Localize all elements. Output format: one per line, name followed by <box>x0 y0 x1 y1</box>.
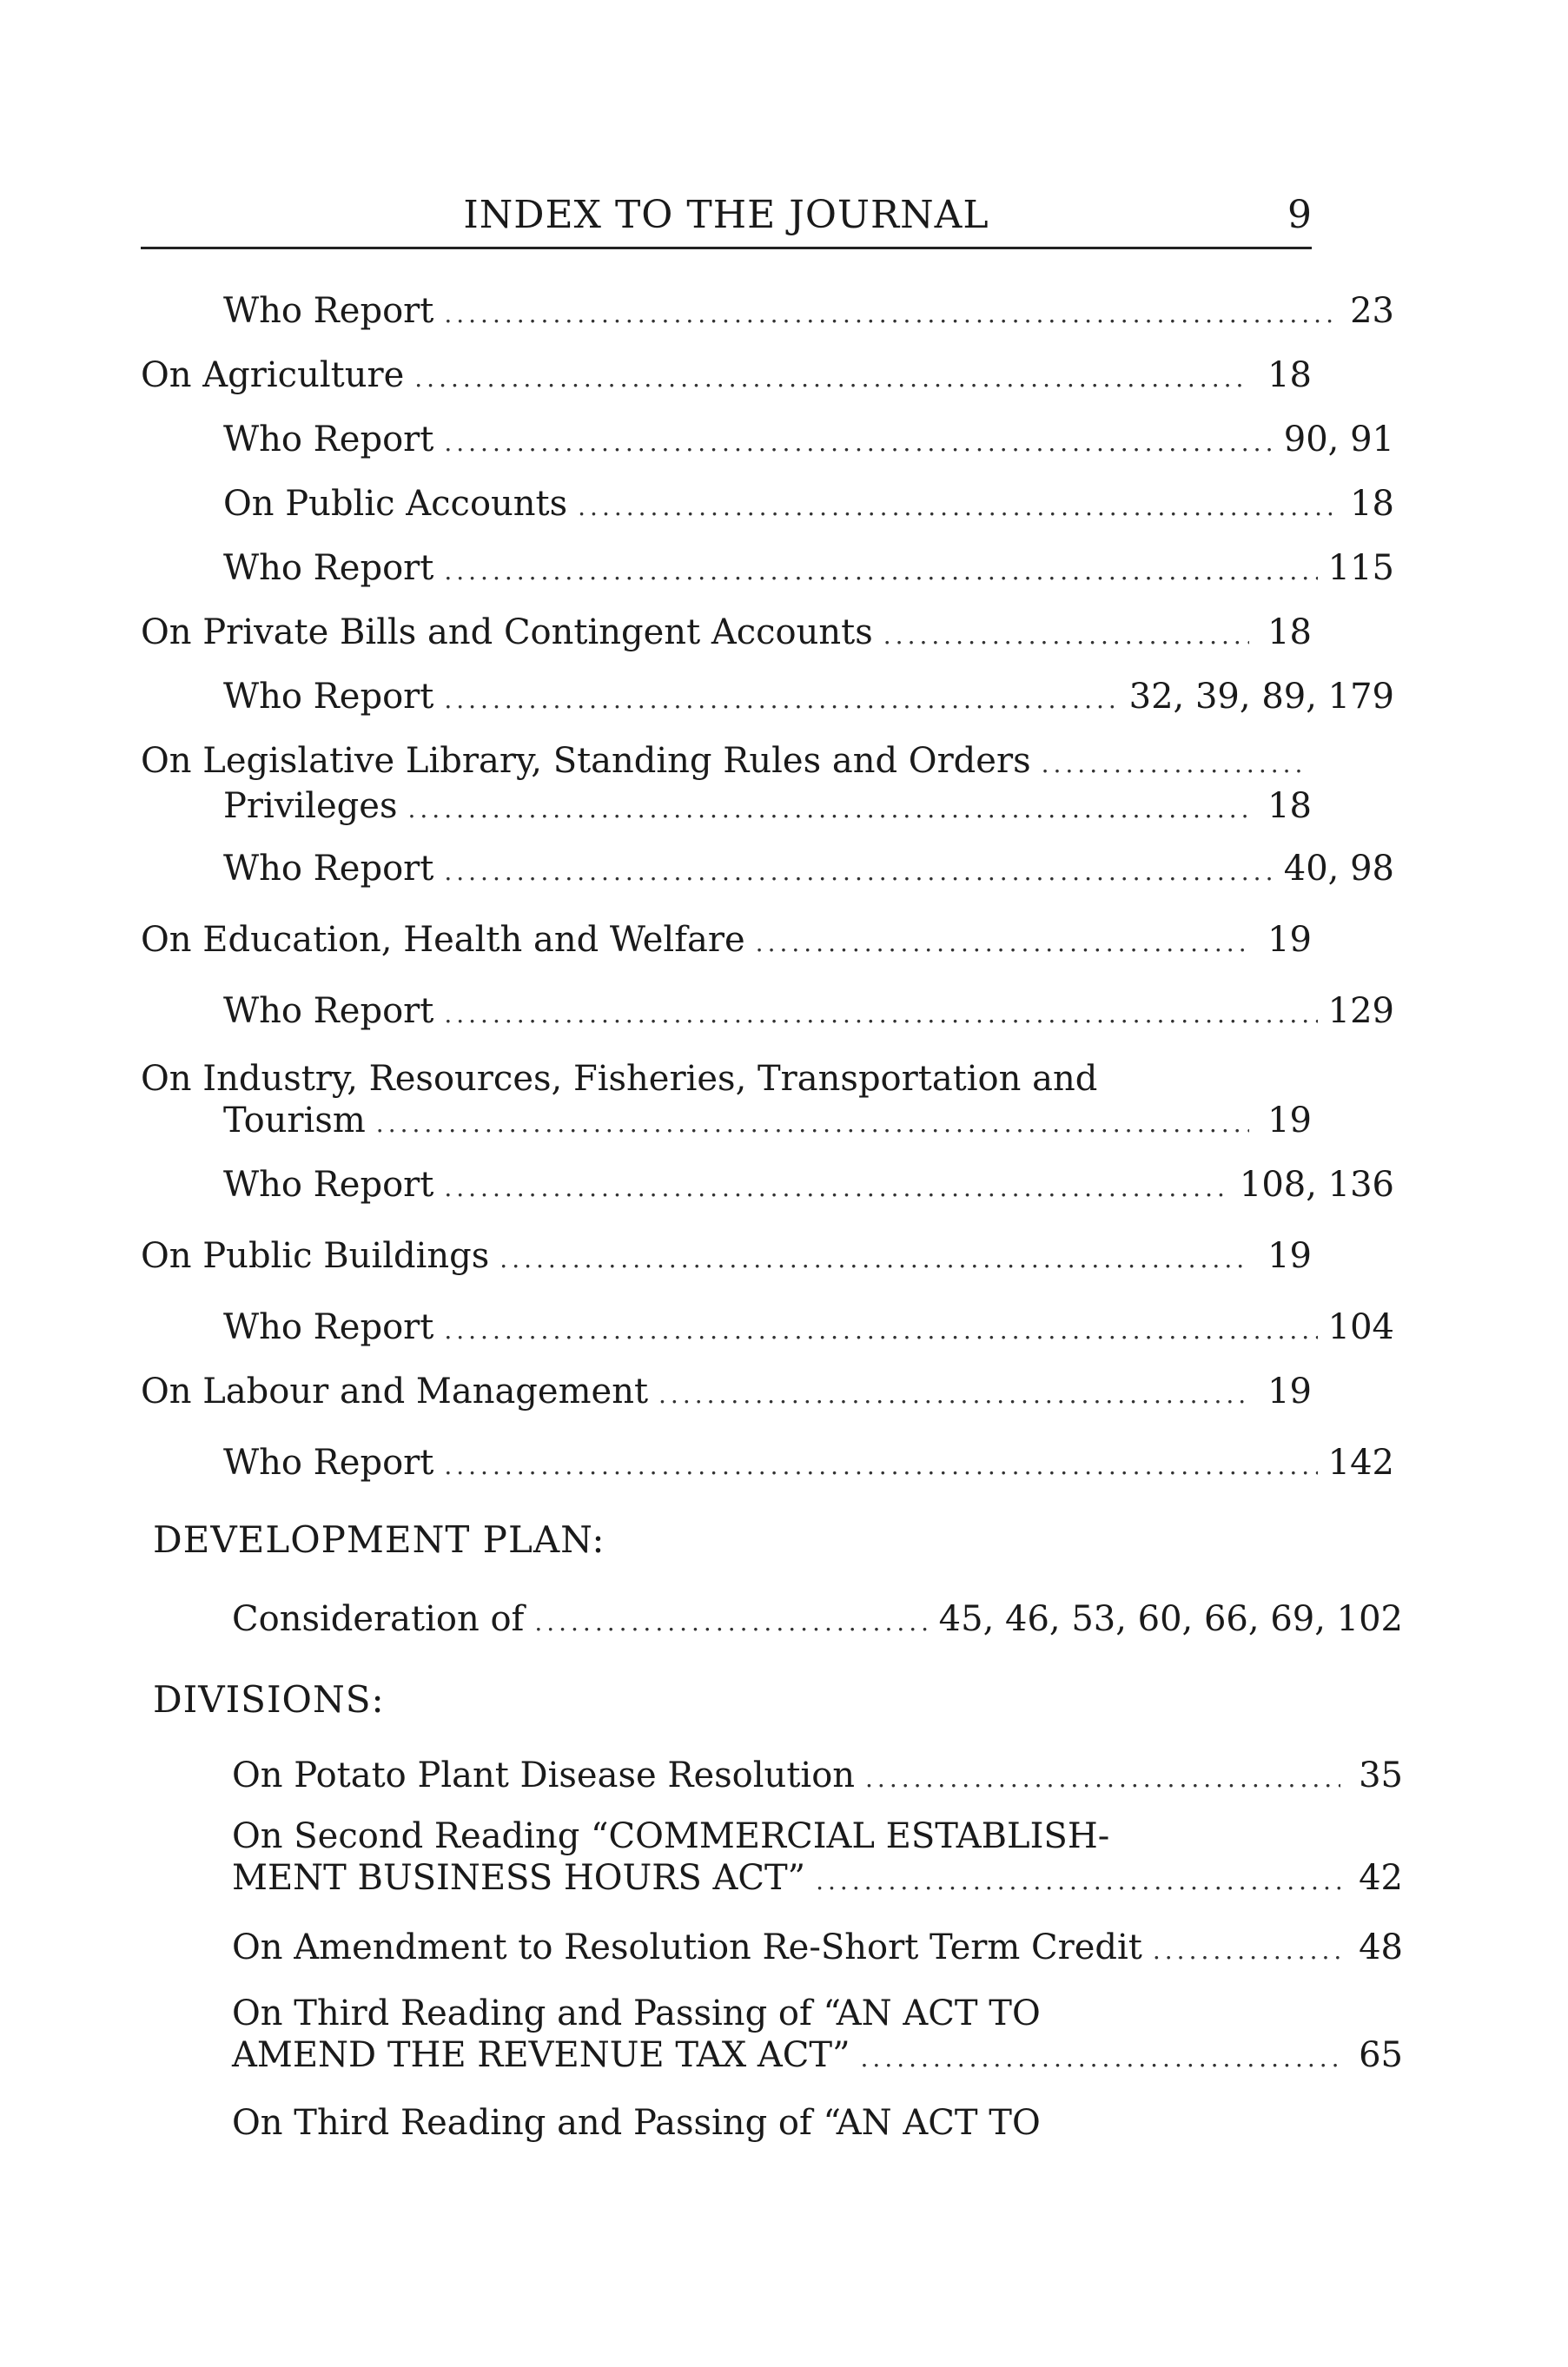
index-entry <box>141 1306 1394 1352</box>
entry-pages: 32, 39, 89, 179 <box>1128 677 1394 717</box>
entry-text: Who Report <box>223 991 434 1031</box>
entry-pages: 23 <box>1350 291 1394 331</box>
entry-pages: 104 <box>1327 1307 1394 1347</box>
entry-text: On Third Reading and Passing of “AN ACT TO <box>232 1993 1041 2033</box>
dot-leader <box>444 679 1118 721</box>
entry-text: On Legislative Library, Standing Rules and Orders <box>141 741 1031 781</box>
entry-text: Who Report <box>223 420 434 460</box>
index-entry <box>141 290 1394 335</box>
index-entry <box>141 1993 1403 2079</box>
dot-leader <box>658 1374 1249 1416</box>
entry-text: On Second Reading “COMMERCIAL ESTABLISH- <box>232 1816 1110 1856</box>
dot-leader <box>408 789 1250 830</box>
entry-pages: 35 <box>1359 1755 1403 1795</box>
entry-pages: 42 <box>1359 1858 1403 1898</box>
entry-pages: 129 <box>1327 991 1394 1031</box>
index-entry <box>141 919 1312 964</box>
entry-pages: 48 <box>1359 1927 1403 1967</box>
entry-continuation: MENT BUSINESS HOURS ACT” <box>232 1858 806 1898</box>
dot-leader <box>1042 744 1301 785</box>
entry-pages: 19 <box>1267 1101 1312 1141</box>
entry-text: On Industry, Resources, Fisheries, Transportation and <box>141 1059 1098 1099</box>
header-rule <box>141 247 1312 249</box>
entry-pages: 45, 46, 53, 60, 66, 69, 102 <box>938 1599 1403 1639</box>
index-entry <box>141 1235 1312 1280</box>
dot-leader <box>444 1445 1317 1487</box>
dot-leader <box>444 1310 1317 1352</box>
dot-leader <box>861 2038 1340 2079</box>
page-title: INDEX TO THE JOURNAL <box>463 193 989 237</box>
entry-text: Who Report <box>223 849 434 889</box>
entry-pages: 18 <box>1350 484 1394 524</box>
entry-text: On Public Buildings <box>141 1236 490 1276</box>
index-entry <box>141 1442 1394 1487</box>
dot-leader <box>444 1167 1229 1209</box>
index-entry <box>141 2102 1403 2144</box>
entry-continuation: Privileges <box>223 786 398 826</box>
index-entry <box>141 990 1394 1035</box>
dot-leader <box>444 294 1332 335</box>
page-header <box>141 193 1312 245</box>
entry-pages: 115 <box>1327 548 1394 588</box>
index-entry <box>141 1927 1403 1972</box>
index-entry <box>141 1371 1312 1416</box>
dot-leader <box>883 615 1249 657</box>
entry-pages: 18 <box>1267 612 1312 652</box>
entry-text: On Private Bills and Contingent Accounts <box>141 612 873 652</box>
entry-text: Who Report <box>223 548 434 588</box>
entry-text: Who Report <box>223 1307 434 1347</box>
index-entry <box>141 1598 1403 1643</box>
dot-leader <box>414 358 1249 400</box>
entry-text: On Education, Health and Welfare <box>141 920 745 960</box>
index-entry <box>141 1164 1394 1209</box>
dot-leader <box>578 486 1332 528</box>
section-heading-development-plan: DEVELOPMENT PLAN: <box>153 1518 605 1561</box>
entry-pages: 142 <box>1327 1443 1394 1483</box>
entry-text: On Potato Plant Disease Resolution <box>232 1755 856 1795</box>
entry-pages: 19 <box>1267 920 1312 960</box>
entry-text: Who Report <box>223 1165 434 1205</box>
dot-leader <box>816 1861 1340 1902</box>
index-entry <box>141 1058 1312 1145</box>
entry-pages: 108, 136 <box>1239 1165 1394 1205</box>
entry-text: On Public Accounts <box>223 484 568 524</box>
section-heading-divisions: DIVISIONS: <box>153 1678 385 1721</box>
entry-pages: 18 <box>1267 355 1312 395</box>
index-entry <box>141 547 1394 592</box>
entry-continuation: Tourism <box>223 1101 366 1141</box>
entry-text: Who Report <box>223 1443 434 1483</box>
entry-pages: 19 <box>1267 1236 1312 1276</box>
entry-text: On Amendment to Resolution Re-Short Term Credit <box>232 1927 1142 1967</box>
index-entry <box>141 848 1394 893</box>
entry-text: On Agriculture <box>141 355 405 395</box>
dot-leader <box>444 851 1273 893</box>
index-entry <box>141 612 1312 657</box>
index-entry <box>141 419 1394 464</box>
dot-leader <box>534 1602 928 1643</box>
index-entry <box>141 483 1394 528</box>
entry-continuation: AMEND THE REVENUE TAX ACT” <box>232 2035 850 2075</box>
index-entry <box>141 354 1312 400</box>
entry-pages: 18 <box>1267 786 1312 826</box>
entry-text: On Labour and Management <box>141 1372 649 1412</box>
entry-text: Who Report <box>223 291 434 331</box>
dot-leader <box>376 1103 1249 1145</box>
dot-leader <box>444 422 1273 464</box>
dot-leader <box>756 922 1249 964</box>
dot-leader <box>500 1239 1249 1280</box>
entry-text: Who Report <box>223 677 434 717</box>
index-entry <box>141 676 1394 721</box>
entry-pages: 40, 98 <box>1283 849 1394 889</box>
index-entry <box>141 1755 1403 1800</box>
entry-pages: 19 <box>1267 1372 1312 1412</box>
page-number: 9 <box>1287 193 1312 237</box>
entry-pages: 65 <box>1359 2035 1403 2075</box>
dot-leader <box>1153 1930 1340 1972</box>
entry-pages: 90, 91 <box>1283 420 1394 460</box>
entry-text: On Third Reading and Passing of “AN ACT TO <box>232 2103 1041 2143</box>
dot-leader <box>444 994 1317 1035</box>
dot-leader <box>444 551 1317 592</box>
index-entry <box>141 740 1312 830</box>
dot-leader <box>865 1758 1340 1800</box>
entry-text: Consideration of <box>232 1599 525 1639</box>
index-entry <box>141 1815 1403 1902</box>
